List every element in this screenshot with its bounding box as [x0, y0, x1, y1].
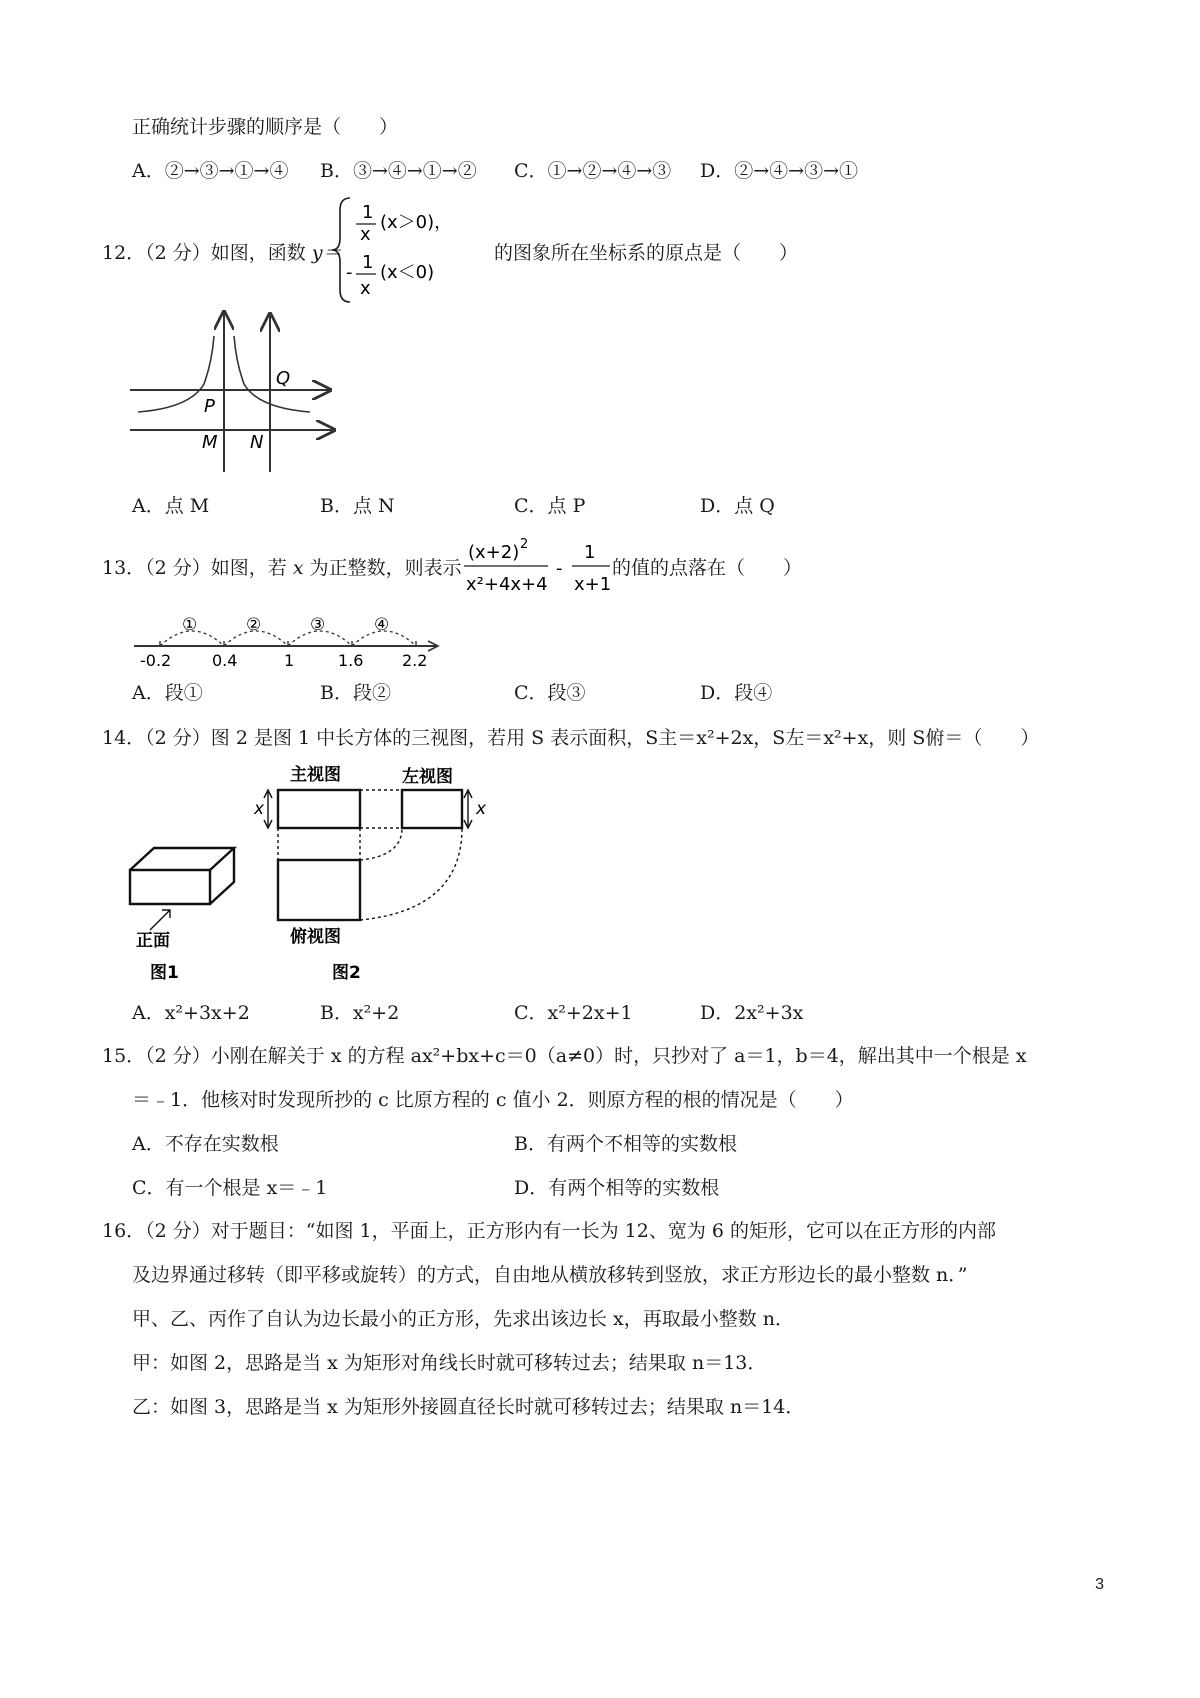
q12-label-q: Q [276, 368, 291, 389]
q16-line4: 甲：如图 2，思路是当 x 为矩形对角线长时就可移转过去；结果取 n＝13． [132, 1352, 767, 1374]
q14-label-fig1: 图1 [150, 963, 179, 983]
q13-tick-1: -0.2 [140, 651, 172, 670]
q12-stem-suffix: 的图象所在坐标系的原点是（ ） [494, 242, 799, 264]
q13-option-a: A．段① [132, 682, 203, 704]
q13-frac2-num: 1 [584, 542, 596, 563]
q11-option-a: A．②→③→①→④ [132, 160, 289, 182]
q13-frac2-den: x+1 [574, 574, 612, 595]
q13-stem-suffix: 的值的点落在（ ） [612, 557, 803, 579]
q15-option-d: D．有两个相等的实数根 [514, 1177, 720, 1199]
q15-option-a: A．不存在实数根 [132, 1133, 279, 1155]
q11-option-c: C．①→②→④→③ [514, 160, 672, 182]
q12-label-m: M [202, 432, 218, 453]
q12-label-p: P [204, 396, 215, 417]
q12-label-n: N [250, 432, 264, 453]
q13-segment-4: ④ [374, 615, 390, 635]
q13-option-c: C．段③ [514, 682, 586, 704]
q14-option-d: D．2x²+3x [700, 1002, 804, 1024]
q14-label-front-view: 主视图 [290, 765, 341, 785]
q16-line5: 乙：如图 3，思路是当 x 为矩形外接圆直径长时就可移转过去；结果取 n＝14． [132, 1396, 805, 1418]
q12-piece2-cond: (x＜0) [380, 262, 435, 283]
page-number: 3 [1095, 1576, 1104, 1593]
q13-tick-2: 0.4 [212, 651, 238, 670]
q13-segment-2: ② [246, 615, 262, 635]
q13-frac1-num: (x+2) [468, 542, 520, 563]
q11-option-b: B．③→④→①→② [320, 160, 477, 182]
q12-piece2-sign: - [346, 262, 353, 283]
q15-option-b: B．有两个不相等的实数根 [514, 1133, 737, 1155]
q16-line3: 甲、乙、丙作了自认为边长最小的正方形，先求出该边长 x，再取最小整数 n． [132, 1308, 795, 1330]
q13-tick-3: 1 [284, 651, 295, 670]
q13-number-line [120, 608, 450, 672]
q12-piece1-den: x [360, 224, 371, 245]
q15-stem-line2: ＝﹣1．他核对时发现所抄的 c 比原方程的 c 值小 2．则原方程的根的情况是（ ） [132, 1089, 854, 1111]
q13-option-d: D．段④ [700, 682, 773, 704]
q14-label-left-view: 左视图 [402, 767, 453, 787]
q13-expression [462, 536, 612, 606]
q12-piecewise-function [336, 190, 476, 310]
q15-stem-line1: 15．（2 分）小刚在解关于 x 的方程 ax²+bx+c＝0（a≠0）时，只抄对了 a＝1，b＝4，解出其中一个根是 x [102, 1045, 1027, 1067]
q12-option-a: A．点 M [132, 495, 210, 517]
q12-stem-prefix: 12．（2 分）如图，函数 y＝ [102, 242, 342, 264]
q12-piece2-num: 1 [362, 252, 374, 273]
q13-segment-1: ① [182, 615, 198, 635]
q14-label-fig2: 图2 [332, 963, 361, 983]
q14-option-a: A．x²+3x+2 [132, 1002, 250, 1024]
q11-stem: 正确统计步骤的顺序是（ ） [132, 116, 399, 138]
q14-option-c: C．x²+2x+1 [514, 1002, 633, 1024]
q14-option-b: B．x²+2 [320, 1002, 400, 1024]
q13-tick-5: 2.2 [402, 651, 428, 670]
q15-option-c: C．有一个根是 x＝﹣1 [132, 1177, 328, 1199]
q12-piece1-cond: (x＞0)， [380, 212, 453, 233]
q12-option-d: D．点 Q [700, 495, 775, 517]
q12-option-b: B．点 N [320, 495, 395, 517]
q13-segment-3: ③ [310, 615, 326, 635]
q14-label-x-left: x [254, 799, 265, 819]
q13-tick-4: 1.6 [338, 651, 364, 670]
q14-stem: 14．（2 分）图 2 是图 1 中长方体的三视图，若用 S 表示面积，S主＝x²+2x，S左＝x²+x，则 S俯＝（ ） [102, 727, 1040, 749]
q14-label-x-right: x [476, 799, 487, 819]
q14-label-front-face: 正面 [136, 931, 170, 951]
q16-line1: 16．（2 分）对于题目：“如图 1，平面上，正方形内有一长为 12、宽为 6 的矩形，它可以在正方形的内部 [102, 1220, 997, 1242]
q13-frac1-exp: 2 [520, 537, 529, 552]
q13-stem-prefix: 13．（2 分）如图，若 x 为正整数，则表示 [102, 557, 462, 579]
q14-label-top-view: 俯视图 [290, 927, 341, 947]
q16-line2: 及边界通过移转（即平移或旋转）的方式，自由地从横放移转到竖放，求正方形边长的最小整数 n．” [132, 1264, 968, 1286]
q12-option-c: C．点 P [514, 495, 586, 517]
q13-minus: - [556, 558, 563, 579]
q13-frac1-den: x²+4x+4 [466, 574, 548, 595]
q12-piece2-den: x [360, 278, 371, 299]
q11-option-d: D．②→④→③→① [700, 160, 858, 182]
q12-piece1-num: 1 [362, 202, 374, 223]
q12-hyperbola-figure [120, 306, 350, 476]
q14-three-view-figure [120, 760, 500, 990]
q13-option-b: B．段② [320, 682, 391, 704]
